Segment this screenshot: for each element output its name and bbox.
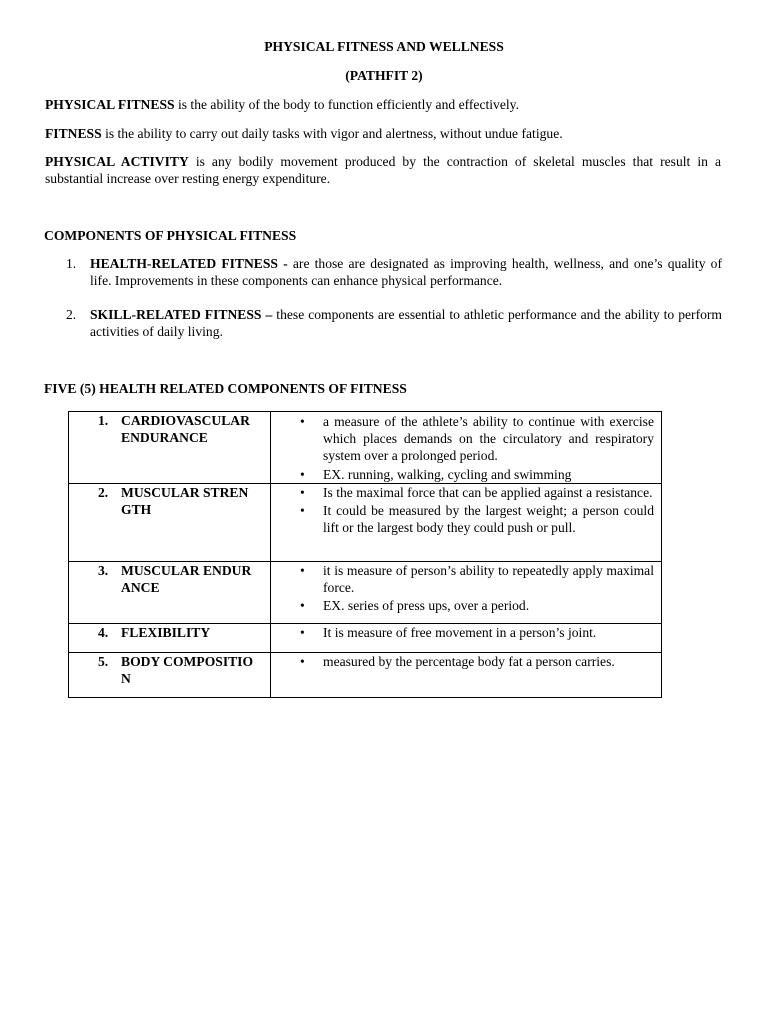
definition-term: PHYSICAL ACTIVITY	[45, 154, 189, 169]
bullet-item: • a measure of the athlete’s ability to continue with exercise which places demands on the circulatory and respiratory system over a prolonged period.	[271, 413, 654, 464]
component-description-cell	[271, 484, 662, 562]
bullet-list	[271, 413, 661, 483]
component-name-text: CARDIOVASCULAR ENDURANCE	[121, 413, 250, 445]
bullet-list	[271, 653, 661, 670]
table-row	[69, 484, 662, 562]
definition-term: PHYSICAL FITNESS	[45, 97, 175, 112]
bullet-item: • it is measure of person’s ability to repeatedly apply maximal force.	[271, 562, 654, 596]
definition-physical-activity	[45, 153, 721, 187]
component-text: are those are designated as improving health, wellness, and one’s quality of life. Improvements in these components can enhance physical performance.	[90, 256, 722, 288]
definition-physical-fitness	[45, 96, 721, 113]
component-name-text: MUSCULAR STRENGTH	[121, 485, 249, 517]
component-description-cell	[271, 412, 662, 484]
component-name-text: FLEXIBILITY	[121, 625, 211, 640]
definition-text: is any bodily movement produced by the contraction of skeletal muscles that result in a substantial increase over resting energy expenditure.	[45, 154, 721, 186]
five-components-heading: FIVE (5) HEALTH RELATED COMPONENTS OF FITNESS	[44, 381, 407, 396]
bullet-item: • Is the maximal force that can be applied against a resistance.	[271, 484, 654, 501]
component-description-cell	[271, 624, 662, 653]
document-title: PHYSICAL FITNESS AND WELLNESS	[264, 39, 504, 54]
bullet-item: • It could be measured by the largest weight; a person could lift or the largest body they could push or pull.	[271, 502, 654, 536]
definition-fitness	[45, 125, 721, 142]
document-subtitle: (PATHFIT 2)	[345, 68, 423, 83]
component-name	[69, 412, 270, 446]
bullet-item: • EX. series of press ups, over a period.	[271, 597, 654, 614]
component-name-text: BODY COMPOSITION	[121, 654, 254, 686]
components-list	[66, 255, 722, 340]
bullet-list	[271, 624, 661, 641]
bullet-item: • measured by the percentage body fat a person carries.	[271, 653, 654, 670]
bullet-item: • It is measure of free movement in a person’s joint.	[271, 624, 654, 641]
bullet-list	[271, 484, 661, 536]
definition-text: is the ability of the body to function efficiently and effectively.	[174, 97, 519, 112]
component-text: these components are essential to athletic performance and the ability to perform activities of daily living.	[90, 307, 722, 339]
bullet-item: • EX. running, walking, cycling and swimming	[271, 466, 654, 483]
component-description-cell	[271, 653, 662, 698]
component-name-cell	[69, 653, 271, 698]
fitness-components-table	[68, 411, 662, 698]
component-name-cell	[69, 562, 271, 624]
table-row	[69, 562, 662, 624]
component-term: HEALTH-RELATED FITNESS -	[90, 256, 288, 271]
table-row	[69, 412, 662, 484]
definition-text: is the ability to carry out daily tasks with vigor and alertness, without undue fatigue.	[101, 126, 563, 141]
table-row	[69, 653, 662, 698]
list-item	[66, 255, 722, 289]
component-term: SKILL-RELATED FITNESS –	[90, 307, 273, 322]
row-number: 1.	[98, 413, 109, 428]
component-name-cell	[69, 412, 271, 484]
row-number: 3.	[98, 563, 109, 578]
list-item	[66, 306, 722, 340]
components-heading: COMPONENTS OF PHYSICAL FITNESS	[44, 228, 297, 243]
component-name-cell	[69, 484, 271, 562]
component-description-cell	[271, 562, 662, 624]
component-name	[69, 624, 270, 641]
list-number: 2.	[66, 307, 77, 322]
list-number: 1.	[66, 256, 77, 271]
component-name-text: MUSCULAR ENDURANCE	[121, 563, 252, 595]
row-number: 5.	[98, 654, 109, 669]
component-name	[69, 562, 270, 596]
row-number: 4.	[98, 625, 109, 640]
table-row	[69, 624, 662, 653]
component-name	[69, 653, 270, 687]
component-name-cell	[69, 624, 271, 653]
row-number: 2.	[98, 485, 109, 500]
bullet-list	[271, 562, 661, 614]
component-name	[69, 484, 270, 518]
definition-term: FITNESS	[45, 126, 102, 141]
